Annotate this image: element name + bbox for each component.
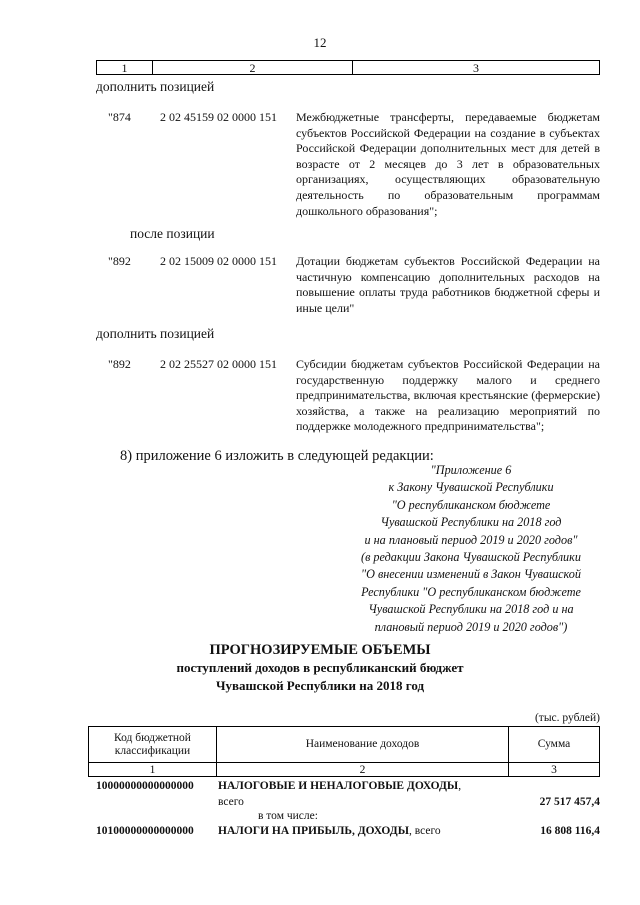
row-note: в том числе: bbox=[258, 810, 318, 822]
row-sum: 27 517 457,4 bbox=[539, 796, 600, 808]
entry-kbk: 2 02 45159 02 0000 151 bbox=[160, 110, 277, 124]
doc-subtitle-2: Чувашской Республики на 2018 год bbox=[215, 678, 425, 693]
appendix-line: "О внесении изменений в Закон Чувашской bbox=[361, 567, 581, 582]
appendix-line: и на плановый период 2019 и 2020 годов" bbox=[364, 532, 578, 547]
col-number: 2 bbox=[217, 763, 509, 777]
entry-description: Межбюджетные трансферты, передаваемые бюджетам субъектов Российской Федерации на создание в субъектах Российской Федерации дополнительных мест для детей в возрасте от 2 месяцев до 3 лет в образовательных организациях, осуществляющих образовательную деятельность по образовательным программам дошкольного образования"; bbox=[296, 110, 600, 218]
unit-label: (тыс. рублей) bbox=[534, 712, 600, 724]
appendix-line: к Закону Чувашской Республики bbox=[388, 480, 554, 495]
entry-code: "892 bbox=[108, 254, 131, 268]
column-number-header bbox=[96, 60, 600, 75]
page-number: 12 bbox=[313, 35, 327, 50]
label-add-position-1: дополнить позицией bbox=[96, 79, 215, 94]
entry-kbk: 2 02 25527 02 0000 151 bbox=[160, 357, 277, 371]
doc-title: ПРОГНОЗИРУЕМЫЕ ОБЪЕМЫ bbox=[209, 642, 431, 658]
appendix-header bbox=[326, 462, 616, 636]
col-header-name: Наименование доходов bbox=[217, 727, 509, 763]
appendix-line: Чувашской Республики на 2018 год bbox=[380, 515, 562, 530]
label-add-position-2: дополнить позицией bbox=[96, 326, 215, 341]
col-num-2: 2 bbox=[153, 61, 353, 75]
col-number: 1 bbox=[89, 763, 217, 777]
appendix-line: (в редакции Закона Чувашской Республики bbox=[361, 550, 581, 565]
col-num-1: 1 bbox=[97, 61, 153, 75]
entry-code: "874 bbox=[108, 110, 131, 124]
row-sum: 16 808 116,4 bbox=[540, 825, 600, 837]
row-name bbox=[218, 825, 441, 837]
entry-description: Дотации бюджетам субъектов Российской Федерации на частичную компенсацию дополнительных расходов на повышение оплаты труда работников бюджетной сферы и иные цели" bbox=[296, 254, 600, 315]
appendix-line: плановый период 2019 и 2020 годов") bbox=[374, 619, 568, 634]
entry-code: "892 bbox=[108, 357, 131, 371]
row-name-rest: , bbox=[458, 780, 462, 792]
row-name bbox=[218, 780, 461, 792]
col-header-code: Код бюджетной классификации bbox=[89, 727, 217, 763]
appendix-line: Республики "О республиканском бюджете bbox=[361, 584, 581, 599]
row-name-line2: всего bbox=[218, 796, 244, 808]
row-code: 10100000000000000 bbox=[96, 825, 194, 837]
row-name-rest: , всего bbox=[409, 825, 441, 837]
label-after-position: после позиции bbox=[130, 226, 215, 241]
row-name-bold: НАЛОГИ НА ПРИБЫЛЬ, ДОХОДЫ bbox=[218, 825, 410, 837]
doc-subtitle-1: поступлений доходов в республиканский бюджет bbox=[176, 660, 464, 675]
appendix-line: "Приложение 6 bbox=[430, 463, 512, 477]
row-code: 10000000000000000 bbox=[96, 780, 194, 792]
entry-kbk: 2 02 15009 02 0000 151 bbox=[160, 254, 277, 268]
col-number: 3 bbox=[509, 763, 600, 777]
col-header-sum: Сумма bbox=[509, 727, 600, 763]
revenue-table bbox=[88, 726, 600, 777]
appendix-line: Чувашской Республики на 2018 год и на bbox=[368, 602, 574, 617]
row-name-bold: НАЛОГОВЫЕ И НЕНАЛОГОВЫЕ ДОХОДЫ bbox=[218, 780, 459, 792]
appendix-line: "О республиканском бюджете bbox=[391, 497, 551, 512]
entry-description: Субсидии бюджетам субъектов Российской Федерации на государственную поддержку малого и среднего предпринимательства, включая крестьянские (фермерские) хозяйства, а также на реализацию мероприятий по поддержке молодежного предпринимательства"; bbox=[296, 357, 600, 434]
item-8-text: 8) приложение 6 изложить в следующей редакции: bbox=[120, 448, 434, 464]
col-num-3: 3 bbox=[353, 61, 600, 75]
